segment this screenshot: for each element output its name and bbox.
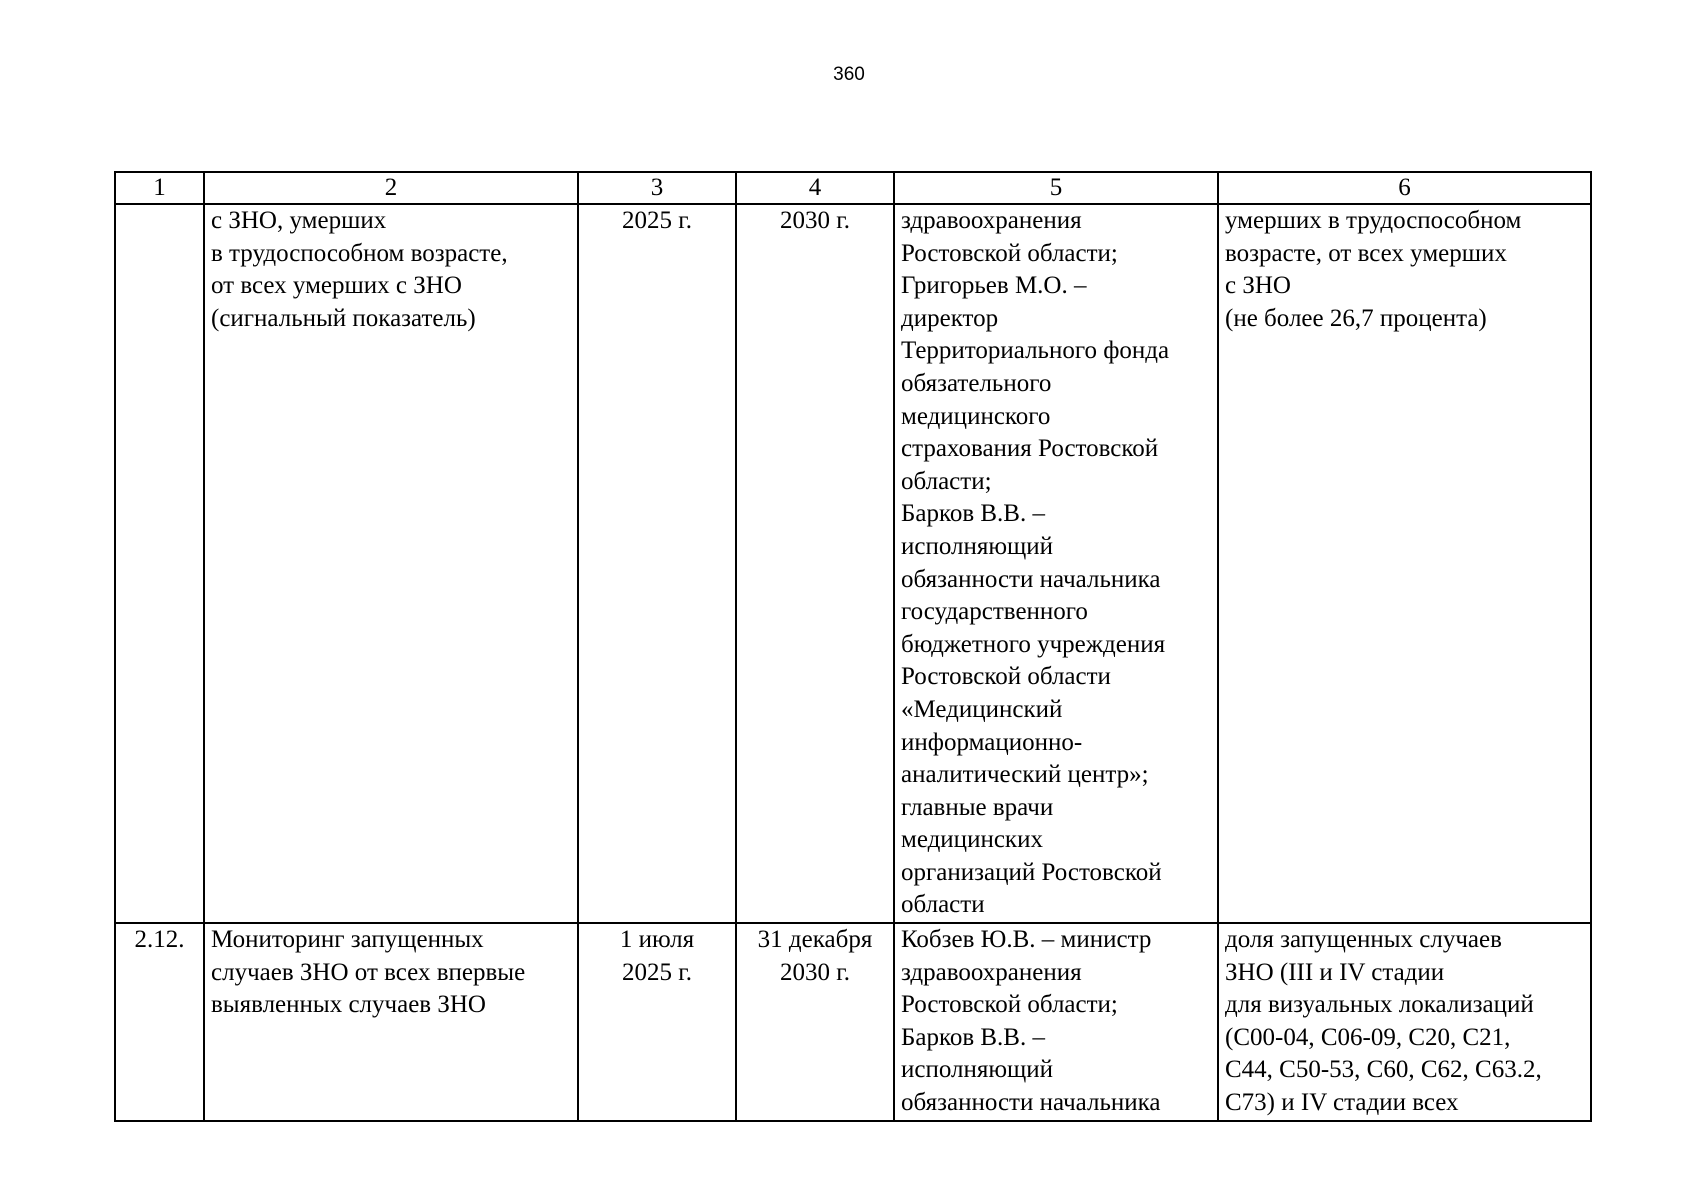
page-number: 360 [833, 64, 865, 85]
row-number-cell: 2.12. [115, 923, 204, 1121]
header-cell-3: 3 [578, 172, 736, 204]
header-cell-5: 5 [894, 172, 1218, 204]
end-date-cell: 31 декабря 2030 г. [736, 923, 894, 1121]
measures-table [114, 171, 1592, 1122]
result-cell: доля запущенных случаев ЗНО (III и IV стадии для визуальных локализаций (С00-04, С06-09, С20, С21, С44, С50-53, С60, С62, С63.2, С73) и IV стадии всех [1218, 923, 1591, 1121]
start-date-cell: 2025 г. [578, 204, 736, 923]
result-cell: умерших в трудоспособном возрасте, от всех умерших с ЗНО (не более 26,7 процента) [1218, 204, 1591, 923]
header-cell-2: 2 [204, 172, 578, 204]
start-date-cell: 1 июля 2025 г. [578, 923, 736, 1121]
measure-name-cell: с ЗНО, умерших в трудоспособном возрасте, от всех умерших с ЗНО (сигнальный показатель) [204, 204, 578, 923]
table-row [115, 204, 1591, 923]
header-cell-1: 1 [115, 172, 204, 204]
end-date-cell: 2030 г. [736, 204, 894, 923]
measure-name-cell: Мониторинг запущенных случаев ЗНО от всех впервые выявленных случаев ЗНО [204, 923, 578, 1121]
responsible-cell: Кобзев Ю.В. – министр здравоохранения Ростовской области; Барков В.В. – исполняющий обязанности начальника [894, 923, 1218, 1121]
row-number-cell [115, 204, 204, 923]
header-cell-4: 4 [736, 172, 894, 204]
table-row [115, 923, 1591, 1121]
responsible-cell: здравоохранения Ростовской области; Григорьев М.О. – директор Территориального фонда обязательного медицинского страхования Ростовской области; Барков В.В. – исполняющий обязанности начальника государственного бюджетного учреждения Ростовской области «Медицинский информационно- аналитический центр»; главные врачи медицинских организаций Ростовской области [894, 204, 1218, 923]
header-cell-6: 6 [1218, 172, 1591, 204]
table-header-row [115, 172, 1591, 204]
